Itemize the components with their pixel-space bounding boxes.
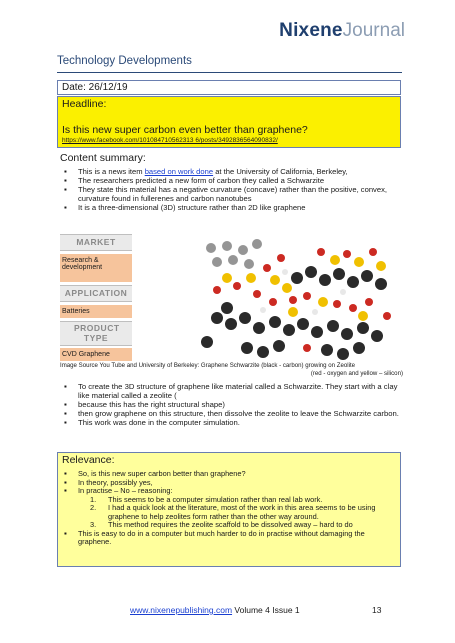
list-item [60, 167, 400, 176]
page-number: 13 [372, 605, 382, 615]
schwarzite-zeolite-image [197, 238, 393, 360]
content-summary-label: Content summary: [60, 152, 146, 164]
image-caption [60, 362, 403, 377]
numbered-item-text: This seems to be a computer simulation rather than real lab work. [108, 494, 323, 504]
summary-text: This is a news item [78, 167, 145, 176]
numbered-item: 2. I had a quick look at the literature, most of the work in this area seems to be using graphene to help zeolites form rather than the other way around. [90, 503, 376, 521]
list-item: ▪ This is easy to do in a computer but much harder to do in practise without damaging the graphene. [60, 530, 398, 547]
headline-text: Is this new super carbon even better than graphene? [62, 124, 308, 136]
content-summary-list [60, 167, 400, 212]
list-item: ▪ then grow graphene on this structure, then dissolve the zeolite to leave the Schwarzite carbon. [60, 409, 400, 418]
section-title: Technology Developments [57, 55, 192, 67]
info-sidebar [60, 234, 132, 361]
section-divider [57, 72, 402, 73]
application-value: Batteries [60, 305, 132, 318]
list-item: ▪ So, is this new super carbon better than graphene? [60, 470, 398, 479]
relevance-label: Relevance: [62, 454, 115, 466]
issue-label: Volume 4 Issue 1 [232, 605, 300, 615]
list-item: ▪ They state this material has a negative curvature (concave) rather than the positive, convex, curvature found in fullerenes and carbon nanotubes [60, 185, 400, 203]
logo-brand: Nixene [279, 20, 343, 41]
list-item: ▪ It is a three-dimensional (3D) structure rather than 2D like graphene [60, 203, 400, 212]
headline-box [57, 96, 401, 148]
list-item: ▪ because this has the right structural shape) [60, 400, 400, 409]
date-box: Date: 26/12/19 [57, 80, 401, 95]
market-heading: MARKET [60, 234, 132, 251]
product-type-heading: PRODUCT TYPE [60, 321, 132, 346]
list-item: ▪ To create the 3D structure of graphene like material called a Schwarzite. They start with a clay like material called a zeolite ( [60, 382, 400, 400]
numbered-item: 1. This seems to be a computer simulation rather than real lab work. [90, 494, 323, 504]
headline-label: Headline: [62, 98, 107, 110]
journal-logo [279, 20, 405, 42]
molecular-structure-illustration [197, 238, 393, 360]
numbered-item-text: I had a quick look at the literature, most of the work in this area seems to be using graphene to help zeolites form rather than the other way around. [108, 503, 376, 521]
market-value: Research & development [60, 254, 132, 282]
list-item: ▪ In practise – No – reasoning: [60, 487, 398, 496]
logo-suffix: Journal [342, 20, 405, 41]
publisher-link[interactable]: www.nixenepublishing.com [130, 605, 233, 615]
list-item: ▪ The researchers predicted a new form of carbon they called a Schwarzite [60, 176, 400, 185]
headline-source-link[interactable]: https://www.facebook.com/101084710562313 6/posts/3492836564090832/ [62, 137, 278, 144]
product-type-value: CVD Graphene [60, 348, 132, 361]
list-item: ▪ This work was done in the computer simulation. [60, 418, 400, 427]
relevance-list [60, 470, 398, 547]
numbered-item-text: This method requires the zeolite scaffold to be dissolved away – hard to do [108, 520, 353, 529]
caption-line: Image Source You Tube and University of Berkeley: Graphene Schwarzite (black - carbon) growing on Zeolite [60, 362, 356, 369]
footer [130, 605, 300, 615]
list-item: ▪ In theory, possibly yes, [60, 479, 398, 488]
caption-line: (red - oxygen and yellow – silicon) [310, 369, 403, 377]
source-link[interactable]: based on work done [144, 167, 214, 176]
relevance-box [57, 452, 401, 567]
summary-text: at the University of California, Berkeley, [213, 167, 348, 176]
numbered-item: 3. This method requires the zeolite scaffold to be dissolved away – hard to do [90, 520, 353, 529]
process-list [60, 382, 400, 427]
application-heading: APPLICATION [60, 285, 132, 302]
